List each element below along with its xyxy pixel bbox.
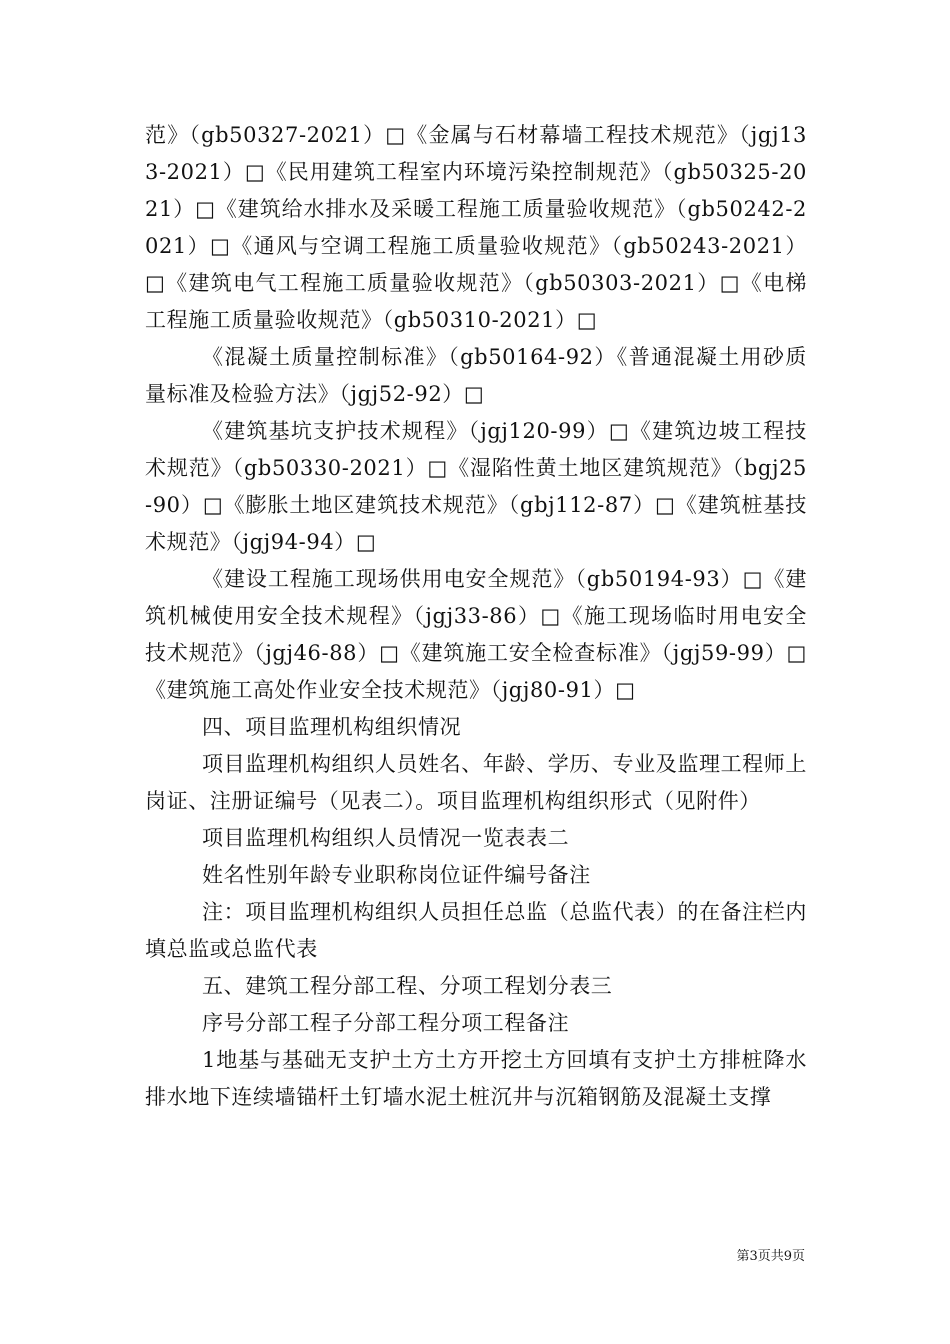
paragraph-foundation-standards: 《建筑基坑支护技术规程》（jgj120-99）□《建筑边坡工程技术规范》（gb50330-2021）□《湿陷性黄土地区建筑规范》（bgj25-90）□《膨胀土地区建筑技术规范》（gbj112-87）□《建筑桩基技术规范》（jgj94-94）□ — [145, 419, 807, 554]
paragraph-organization-details: 项目监理机构组织人员姓名、年龄、学历、专业及监理工程师上岗证、注册证编号（见表二）。项目监理机构组织形式（见附件） — [145, 752, 807, 813]
paragraph-standards-list: 范》（gb50327-2021）□《金属与石材幕墙工程技术规范》（jgj133-2021）□《民用建筑工程室内环境污染控制规范》（gb50325-2021）□《建筑给水排水及采暖工程施工质量验收规范》（gb50242-2021）□《通风与空调工程施工质量验收规范》（gb50243-2021）□《建筑电气工程施工质量验收规范》（gb50303-2021）□《电梯工程施工质量验收规范》（gb50310-2021）□ — [145, 123, 807, 332]
paragraph-safety-standards: 《建设工程施工现场供用电安全规范》（gb50194-93）□《建筑机械使用安全技术规程》（jgj33-86）□《施工现场临时用电安全技术规范》（jgj46-88）□《建筑施工安全检查标准》（jgj59-99）□《建筑施工高处作业安全技术规范》（jgj80-91）□ — [145, 567, 807, 702]
document-body — [145, 117, 807, 1116]
section-heading-division-table: 五、建筑工程分部工程、分项工程划分表三 — [202, 974, 613, 998]
table-two-caption: 项目监理机构组织人员情况一览表表二 — [202, 826, 570, 850]
table-two-header: 姓名性别年龄专业职称岗位证件编号备注 — [202, 863, 591, 887]
table-two-note: 注：项目监理机构组织人员担任总监（总监代表）的在备注栏内填总监或总监代表 — [145, 900, 807, 961]
page-number: 第3页共9页 — [736, 1249, 805, 1264]
table-three-header: 序号分部工程子分部工程分项工程备注 — [202, 1011, 570, 1035]
table-three-row-1: 1地基与基础无支护土方土方开挖土方回填有支护土方排桩降水排水地下连续墙锚杆土钉墙水泥土桩沉井与沉箱钢筋及混凝土支撑 — [145, 1048, 807, 1109]
section-heading-organization: 四、项目监理机构组织情况 — [202, 715, 462, 739]
paragraph-concrete-standards: 《混凝土质量控制标准》（gb50164-92）《普通混凝土用砂质量标准及检验方法》（jgj52-92）□ — [145, 345, 807, 406]
